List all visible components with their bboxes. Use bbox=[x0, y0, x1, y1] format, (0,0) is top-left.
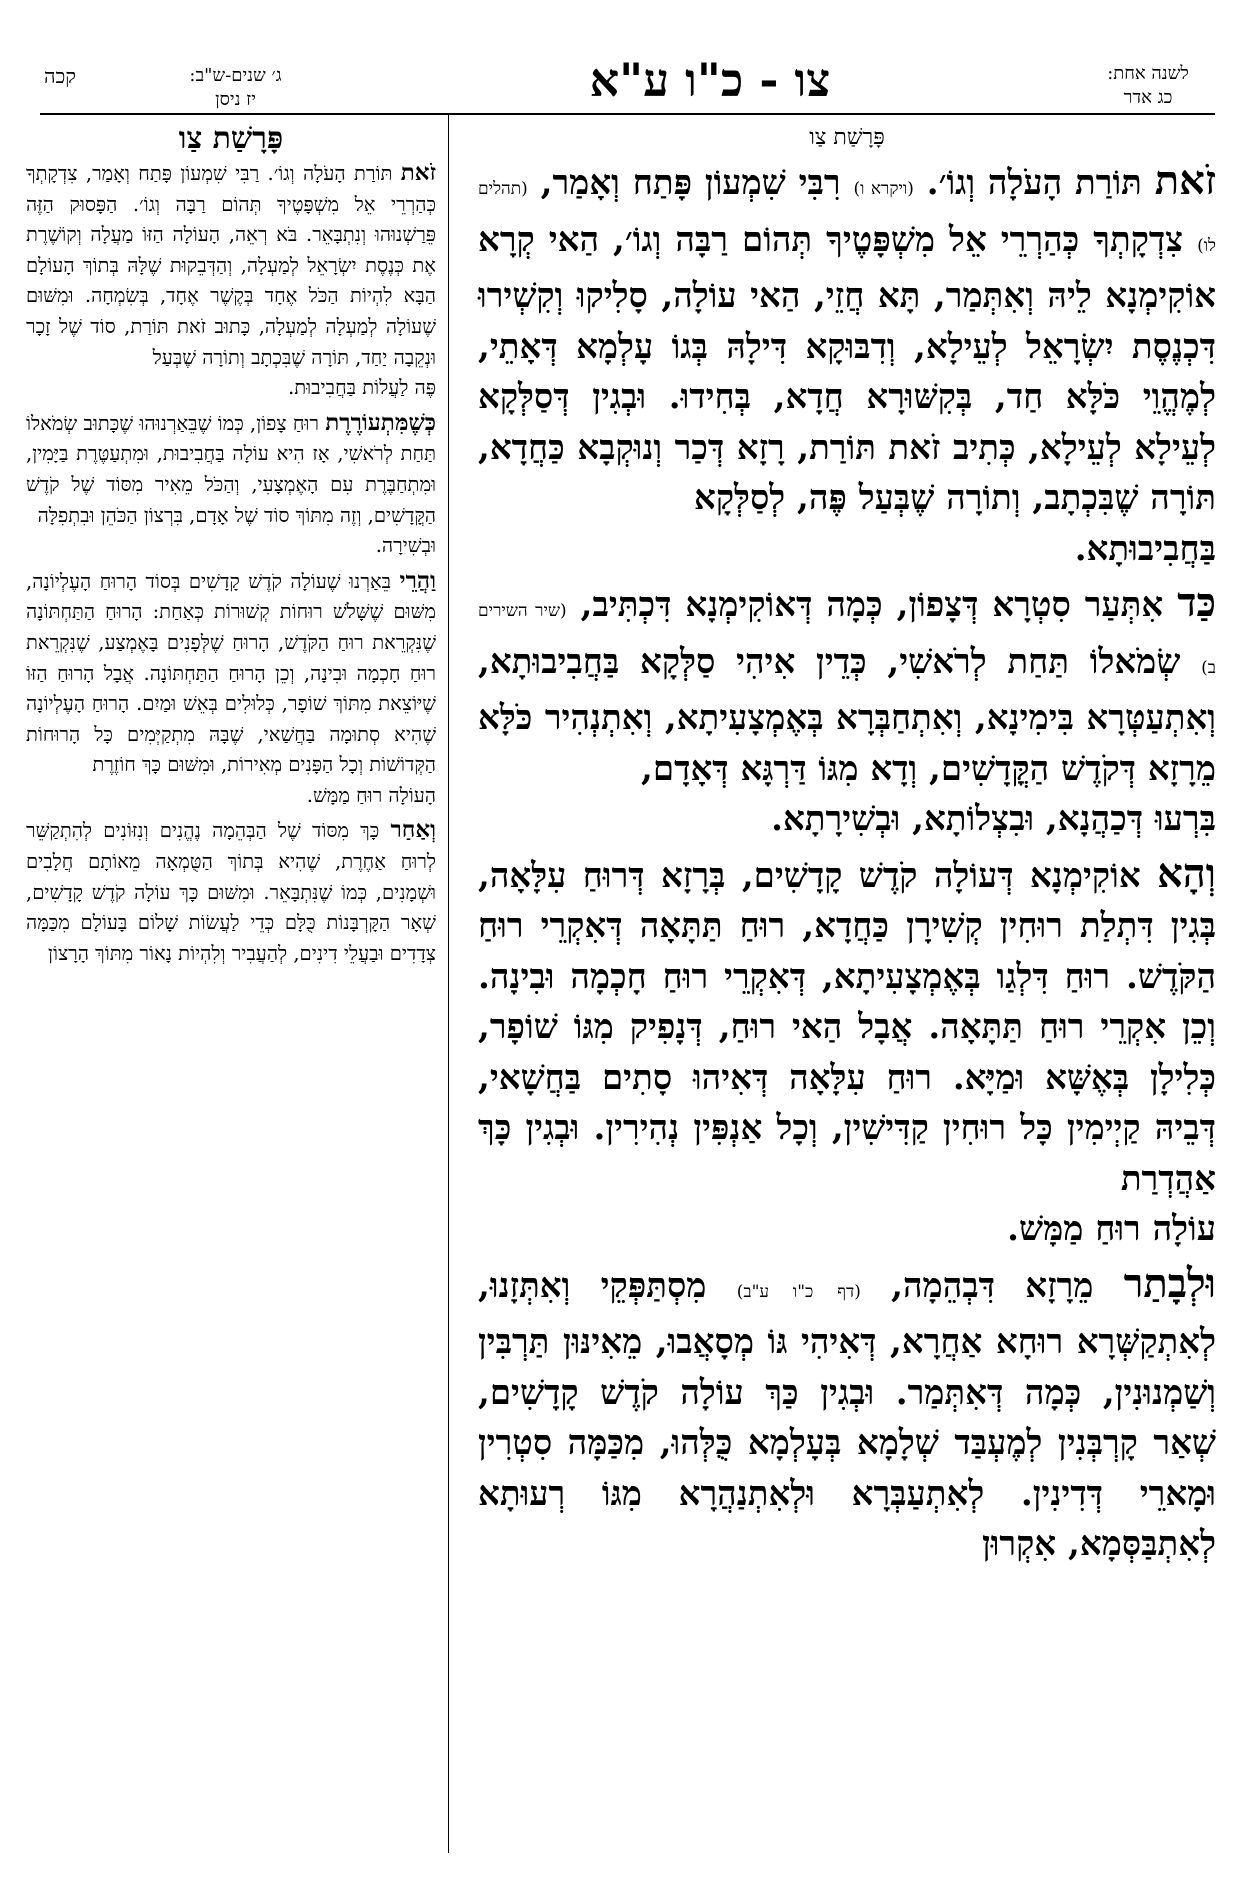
source-reference: (ויקרא ו) bbox=[853, 179, 914, 199]
source-reference: (דף כ"ו ע"ב) bbox=[736, 1281, 861, 1302]
paragraph-text: תּוֹרַת הָעֹלָה וְגוֹ׳. bbox=[926, 163, 1142, 203]
source-reference: (תהלים לו) bbox=[478, 179, 1216, 256]
main-column bbox=[478, 120, 1216, 1574]
page-title: צו - כ"ו ע"א bbox=[589, 53, 831, 107]
main-paragraph bbox=[478, 1259, 1216, 1570]
paragraph-text: אוֹקִימְנָא דְּעוֹלָה קֹדֶשׁ קָדָשִׁים, בְּרָזָא דְּרוּחַ עִלָּאָה, בְּגִין דִּתְלַת רוּחִין קְשִׁירָן כַּחֲדָא, רוּחַ תַּתָּאָה דְּאִקְרֵי רוּחַ הַקֹּדֶשׁ. רוּחַ דִּלְגַו בְּאֶמְצָעִיתָא, דְּאִקְרֵי רוּחַ חָכְמָה וּבִינָה. וְכֵן אִקְרֵי רוּחַ תַּתָּאָה. אֲבָל הַאי רוּחַ, דְּנָפִיק מִגּוֹ שׁוֹפָר, כְּלִילָן בְּאֶשָּׁא וּמַיָּא. רוּחַ עִלָּאָה דְּאִיהוּ סָתִים בַּחֲשָׁאי, דְּבֵיהּ קַיְימִין כָּל רוּחִין קַדִּישִׁין, וְכָל אַנְפִּין נְהִירִין. וּבְגִין כָּךְ אַהֲדְרַת bbox=[478, 855, 1216, 1199]
paragraph-opening-word: וַהֲרֵי bbox=[399, 566, 436, 594]
translation-paragraph bbox=[26, 408, 436, 562]
main-section-title: פָּרָשַׁת צַו bbox=[809, 125, 885, 150]
header-one-year-label: לשנה אחת: bbox=[1107, 63, 1189, 84]
paragraph-opening-word: כְּשֶׁמִּתְעוֹרֶרֶת bbox=[325, 408, 436, 436]
header-one-year-date: כג אדר bbox=[1123, 87, 1173, 108]
main-paragraph bbox=[478, 156, 1216, 574]
paragraph-text: צִדְקָתְךָ כְּהַרְרֵי אֵל מִשְׁפָּטֶיךָ תְּהוֹם רַבָּה וְגוֹ׳, הַאי קְרָא אוֹקִימְנָא לֵיהּ וְאִתְּמַר, תָּא חֲזֵי, הַאי עוֹלָה, סָלִיקוּ וְקִשְׁירוּ דִּכְנֶסֶת יִשְׂרָאֵל לְעֵילָא, וְדִבּוּקָא דִּילָהּ בְּגוֹ עָלְמָא דְּאָתֵי, לְמֶהֱוֵי כֹּלָּא חַד, בְּקִשּׁוּרָא חֲדָא, בְּחִידוּ. וּבְגִין דְּסַלְּקָא לְעֵילָא לְעֵילָא, כְּתִיב זֹאת תּוֹרַת, רָזָא דְּכַר וְנוּקְבָא כַּחֲדָא, תּוֹרָה שֶׁבִּכְתָב, וְתוֹרָה שֶׁבְּעַל פֶּה, לְסַלְּקָא bbox=[478, 219, 1216, 518]
paragraph-closing-line: הָעוֹלָה רוּחַ מַמָּשׁ. bbox=[306, 783, 436, 807]
paragraph-opening-word: כַּד bbox=[1177, 579, 1216, 626]
paragraph-text: שְׂמֹאלוֹ תַּחַת לְרֹאשִׁי, כְּדֵין אִיהִי סַלְּקָא בַּחֲבִיבוּתָא, וְאִתְעַטְּרָא בִּימִינָא, וְאִתְחַבְּרָא בְּאֶמְצָעִיתָא, וְאִתְנְהִיר כֹּלָּא מֵרָזָא דְּקֹדֶשׁ הַקֳּדָשִׁים, וְדָא מִגּוֹ דַּרְגָּא דְּאָדָם, bbox=[478, 641, 1216, 789]
paragraph-text: תּוֹרַת הָעֹלָה וְגוֹ׳. רַבִּי שִׁמְעוֹן פָּתַח וְאָמַר, צִדְקָתְךָ כְּהַרְרֵי אֵל מִשְׁפָּטֶיךָ תְּהוֹם רַבָּה וְגוֹ׳. הַפָּסוּק הַזֶּה פֵּרַשְׁנוּהוּ וְנִתְבָּאֵר. בֹּא רְאֵה, הָעוֹלָה הַזּוֹ מַעֲלָה וְקוֹשֶׁרֶת אֶת כְּנֶסֶת יִשְׂרָאֵל לְמַעְלָה, וְהַדְּבֵקוּת שֶׁלָּהּ בְּתוֹךְ הָעוֹלָם הַבָּא לִהְיוֹת הַכֹּל אֶחָד בְּקֶשֶׁר אֶחָד, בְּשִׂמְחָה. וּמִשּׁוּם שֶׁעוֹלָה לְמַעְלָה לְמַעְלָה, כָּתוּב זֹאת תּוֹרַת, סוֹד שֶׁל זָכָר וּנְקֵבָה יַחַד, תּוֹרָה שֶׁבִּכְתָב וְתוֹרָה שֶׁבְּעַל bbox=[26, 162, 436, 369]
paragraph-text: אִתְּעַר סִטְרָא דְּצָפוֹן, כְּמָה דְּאוֹקִימְנָא דִּכְתִּיב, bbox=[580, 585, 1164, 625]
paragraph-opening-word: זֹאת bbox=[1154, 157, 1216, 204]
translation-section-title: פָּרָשַׁת צַו bbox=[178, 121, 284, 156]
paragraph-text: מֵרָזָא דִּבְהֵמָה, bbox=[891, 1265, 1094, 1306]
paragraph-text: מִסְתַּפְּקֵי וְאִתְּזָנוּ, לְאִתְקַשְּׁרָא רוּחָא אַחֲרָא, דְּאִיהִי גּוֹ מְסָאֲבוּ, מֵאִינּוּן תַּרְבִּין וְשַׁמְנוּנִין, כְּמָה דְּאִתְּמַר. וּבְגִין כַּךְ עוֹלָה קֹדֶשׁ קָדָשִׁים, שְׁאַר קָרְבְּנִין לְמֶעְבַּד שְׁלָמָא בְּעָלְמָא כֻּלְּהוּ, מִכַּמָּה סִטְרִין וּמָארֵי דְּדִינִין. לְאִתְעַבְּרָא וּלְאִתְנַהֲרָא מִגּוֹ רְעוּתָא לְאִתְבַּסְּמָא, אִקְרוּן bbox=[478, 1265, 1216, 1564]
paragraph-text: רִבִּי שִׁמְעוֹן פָּתַח וְאָמַר, bbox=[540, 163, 841, 203]
header-three-year-date: יז ניסן bbox=[215, 89, 256, 110]
paragraph-text: רוּחַ צָפוֹן, כְּמוֹ שֶׁבֵּאַרְנוּהוּ שֶׁכָּתוּב שְׂמֹאלוֹ תַּחַת לְרֹאשִׁי, אָז הִיא עוֹלָה בַּחֲבִיבוּת, וּמִתְעַטֶּרֶת בַּיָּמִין, וּמִתְחַבֶּרֶת עִם הָאֶמְצָעִי, וְהַכֹּל מֵאִיר מִסּוֹד שֶׁל קֹדֶשׁ הַקֳּדָשִׁים, וְזֶה מִתּוֹךְ סוֹד שֶׁל אָדָם, בִּרְצוֹן הַכֹּהֵן וּבִתְפִלָּה bbox=[26, 411, 436, 527]
header-rule bbox=[40, 113, 1215, 115]
paragraph-closing-line: פֶּה לַעֲלוֹת בַּחֲבִיבוּת. bbox=[288, 376, 436, 400]
header-three-year-label: ג׳ שנים-ש"ב: bbox=[189, 65, 282, 86]
translation-column bbox=[26, 120, 436, 973]
header-right bbox=[1083, 62, 1213, 110]
paragraph-opening-word: וּלְבָתַר bbox=[1123, 1259, 1216, 1307]
translation-paragraph bbox=[26, 815, 436, 969]
translation-paragraph bbox=[26, 158, 436, 404]
main-paragraph bbox=[478, 578, 1216, 845]
paragraph-text: בֵּאַרְנוּ שֶׁעוֹלָה קֹדֶשׁ קָדָשִׁים בְּסוֹד הָרוּחַ הָעֶלְיוֹנָה, מִשּׁוּם שֶׁשָּׁלֹשׁ רוּחוֹת קְשׁוּרוֹת כְּאַחַת: הָרוּחַ הַתַּחְתּוֹנָה שֶׁנִּקְרֵאת רוּחַ הַקֹּדֶשׁ, הָרוּחַ שֶׁלְּפָנִים בָּאֶמְצַע, שֶׁנִּקְרֵאת רוּחַ חָכְמָה וּבִינָה, וְכֵן הָרוּחַ הַתַּחְתּוֹנָה. אֲבָל הָרוּחַ הַזּוֹ שֶׁיּוֹצֵאת מִתּוֹךְ שׁוֹפָר, כְּלוּלִים בְּאֵשׁ וּמַיִם. הָרוּחַ הָעֶלְיוֹנָה שֶׁהִיא סְתוּמָה בַּחֲשַׁאי, שֶׁבָּהּ מִתְקַיְּמִים כָּל הָרוּחוֹת הַקְּדוֹשׁוֹת וְכָל הַפָּנִים מְאִירוֹת, וּמִשּׁוּם כָּךְ חוֹזֶרֶת bbox=[26, 569, 436, 777]
paragraph-text: כָּךְ מִסּוֹד שֶׁל הַבְּהֵמָה נֶהֱנִים וְנִזּוֹנִים לְהִתְקַשֵּׁר לְרוּחַ אַחֶרֶת, שֶׁהִיא בְּתוֹךְ הַטֻּמְאָה מֵאוֹתָם חֲלָבִים וּשְׁמָנִים, כְּמוֹ שֶׁנִּתְבָּאֵר. וּמִשּׁוּם כָּךְ עוֹלָה קֹדֶשׁ קָדָשִׁים, שְׁאָר הַקָּרְבָּנוֹת כֻּלָּם כְּדֵי לַעֲשׂוֹת שָׁלוֹם בָּעוֹלָם מִכַּמָּה צְדָדִים וּבַעֲלֵי דִינִים, לְהַעֲבִיר וְלִהְיוֹת נָאוֹר מִתּוֹךְ הָרָצוֹן bbox=[26, 819, 436, 965]
column-divider bbox=[448, 113, 449, 1853]
paragraph-opening-word: וְאַחַר bbox=[390, 816, 436, 844]
paragraph-closing-line: בִּרְעוּ דְּכַהֲנָא, וּבִצְלוֹתָא, וּבְשִׁירָתָא. bbox=[771, 799, 1216, 839]
paragraph-opening-word: וְהָא bbox=[1157, 849, 1217, 897]
source-reference: (שיר השירים ב) bbox=[478, 601, 1216, 678]
main-paragraph bbox=[478, 849, 1216, 1255]
paragraph-opening-word: זֹאת bbox=[400, 159, 436, 186]
paragraph-closing-line: וּבְשִׁירָה. bbox=[375, 534, 436, 558]
page-number: קכה bbox=[44, 64, 76, 88]
paragraph-closing-line: בַּחֲבִיבוּתָא. bbox=[1074, 528, 1216, 569]
translation-paragraph bbox=[26, 566, 436, 812]
paragraph-closing-line: עוֹלָה רוּחַ מַמָּשׁ. bbox=[1007, 1209, 1216, 1249]
